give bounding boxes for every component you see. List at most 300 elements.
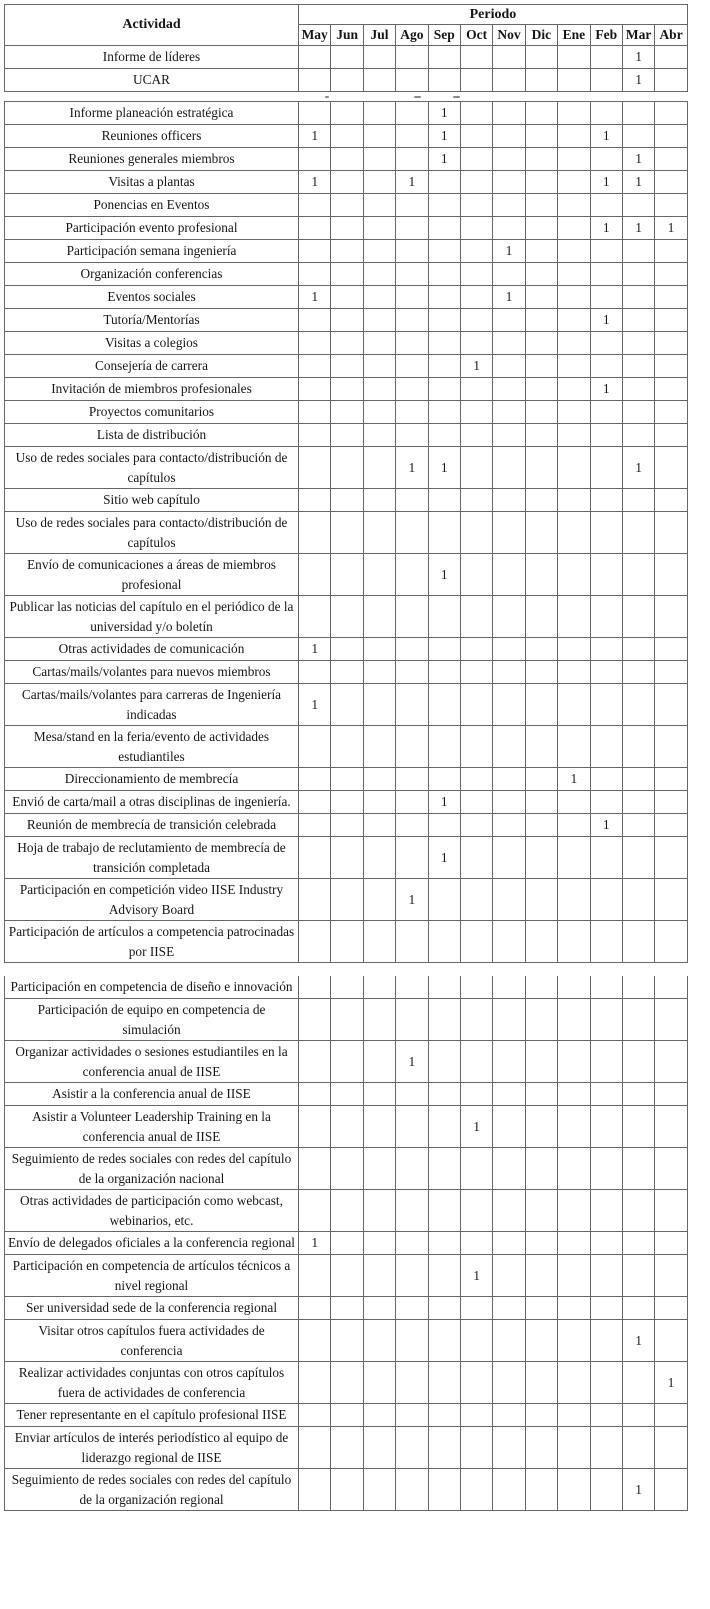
month-header-feb: Feb bbox=[590, 25, 622, 46]
period-cell bbox=[460, 684, 492, 726]
period-cell bbox=[655, 171, 687, 194]
period-cell bbox=[525, 1083, 557, 1106]
table-row bbox=[5, 791, 688, 814]
period-cell bbox=[331, 1148, 363, 1190]
table-row bbox=[5, 1362, 688, 1404]
period-cell bbox=[525, 976, 557, 999]
month-header-ene: Ene bbox=[558, 25, 590, 46]
period-cell bbox=[428, 1255, 460, 1297]
activity-cell: Participación en competencia de artículos técnicos a nivel regional bbox=[5, 1255, 299, 1297]
period-cell bbox=[428, 512, 460, 554]
table-row bbox=[5, 879, 688, 921]
period-cell bbox=[396, 661, 428, 684]
period-cell bbox=[525, 171, 557, 194]
period-cell bbox=[460, 596, 492, 638]
period-cell bbox=[655, 125, 687, 148]
table-row bbox=[5, 1469, 688, 1511]
table-row bbox=[5, 125, 688, 148]
period-cell: 1 bbox=[622, 46, 654, 69]
period-cell bbox=[396, 791, 428, 814]
period-cell: 1 bbox=[622, 148, 654, 171]
period-cell bbox=[622, 1148, 654, 1190]
period-cell bbox=[396, 69, 428, 92]
period-cell bbox=[363, 1427, 395, 1469]
period-cell bbox=[525, 661, 557, 684]
period-cell bbox=[558, 976, 590, 999]
period-cell bbox=[525, 791, 557, 814]
period-cell bbox=[428, 263, 460, 286]
period-cell bbox=[558, 791, 590, 814]
period-cell bbox=[460, 512, 492, 554]
period-cell bbox=[590, 1297, 622, 1320]
period-cell bbox=[622, 1297, 654, 1320]
period-cell bbox=[396, 1320, 428, 1362]
period-cell bbox=[622, 791, 654, 814]
period-cell: 1 bbox=[460, 1106, 492, 1148]
activity-cell: Consejería de carrera bbox=[5, 355, 299, 378]
period-cell bbox=[331, 791, 363, 814]
period-cell bbox=[363, 424, 395, 447]
period-cell bbox=[460, 69, 492, 92]
period-cell bbox=[363, 837, 395, 879]
period-cell bbox=[331, 814, 363, 837]
period-cell bbox=[493, 768, 525, 791]
period-cell bbox=[493, 1083, 525, 1106]
period-cell bbox=[331, 447, 363, 489]
period-cell bbox=[460, 1362, 492, 1404]
period-cell bbox=[493, 378, 525, 401]
period-cell bbox=[525, 638, 557, 661]
period-cell bbox=[590, 401, 622, 424]
period-cell bbox=[396, 355, 428, 378]
scan-artifact-dash bbox=[453, 96, 460, 98]
period-cell bbox=[299, 217, 331, 240]
period-cell bbox=[655, 512, 687, 554]
period-cell bbox=[460, 1190, 492, 1232]
period-cell bbox=[590, 447, 622, 489]
period-cell: 1 bbox=[299, 684, 331, 726]
period-cell bbox=[299, 194, 331, 217]
actividad-column-header: Actividad bbox=[5, 5, 299, 46]
table-row bbox=[5, 69, 688, 92]
period-cell bbox=[460, 976, 492, 999]
period-cell bbox=[396, 1469, 428, 1511]
period-cell bbox=[493, 424, 525, 447]
table-header bbox=[5, 5, 688, 46]
period-cell bbox=[558, 1255, 590, 1297]
period-cell bbox=[396, 726, 428, 768]
period-cell bbox=[590, 240, 622, 263]
month-header-dic: Dic bbox=[525, 25, 557, 46]
period-cell bbox=[525, 684, 557, 726]
period-cell bbox=[558, 1148, 590, 1190]
period-cell bbox=[428, 309, 460, 332]
period-cell bbox=[558, 424, 590, 447]
table-row bbox=[5, 768, 688, 791]
table-row bbox=[5, 309, 688, 332]
period-cell bbox=[396, 194, 428, 217]
period-cell bbox=[622, 1427, 654, 1469]
period-cell bbox=[460, 1469, 492, 1511]
period-cell bbox=[655, 332, 687, 355]
period-cell: 1 bbox=[590, 217, 622, 240]
period-cell bbox=[331, 263, 363, 286]
period-cell bbox=[493, 999, 525, 1041]
period-cell bbox=[558, 1190, 590, 1232]
period-cell bbox=[363, 194, 395, 217]
period-cell bbox=[299, 999, 331, 1041]
period-cell bbox=[655, 489, 687, 512]
period-cell bbox=[590, 684, 622, 726]
period-cell bbox=[299, 512, 331, 554]
activity-cell: Otras actividades de participación como webcast, webinarios, etc. bbox=[5, 1190, 299, 1232]
table-row bbox=[5, 1106, 688, 1148]
table-body bbox=[5, 46, 688, 92]
period-cell bbox=[428, 1320, 460, 1362]
period-cell: 1 bbox=[590, 171, 622, 194]
period-cell bbox=[363, 1106, 395, 1148]
period-cell: 1 bbox=[622, 171, 654, 194]
table-row bbox=[5, 1297, 688, 1320]
activity-cell: Organizar actividades o sesiones estudiantiles en la conferencia anual de IISE bbox=[5, 1041, 299, 1083]
period-cell bbox=[460, 102, 492, 125]
period-cell bbox=[558, 596, 590, 638]
period-cell bbox=[460, 768, 492, 791]
activity-cell: Reuniones officers bbox=[5, 125, 299, 148]
period-cell: 1 bbox=[428, 125, 460, 148]
activity-cell: Publicar las noticias del capítulo en el periódico de la universidad y/o boletín bbox=[5, 596, 299, 638]
period-cell bbox=[396, 1190, 428, 1232]
activity-cell: Sitio web capítulo bbox=[5, 489, 299, 512]
period-cell: 1 bbox=[590, 814, 622, 837]
period-cell bbox=[655, 355, 687, 378]
period-cell bbox=[299, 1320, 331, 1362]
period-cell bbox=[558, 332, 590, 355]
period-cell bbox=[299, 46, 331, 69]
period-cell bbox=[493, 1297, 525, 1320]
period-cell bbox=[428, 1106, 460, 1148]
period-cell bbox=[558, 638, 590, 661]
table-row bbox=[5, 596, 688, 638]
period-cell bbox=[622, 837, 654, 879]
period-cell bbox=[363, 1469, 395, 1511]
period-cell bbox=[363, 1297, 395, 1320]
period-cell bbox=[428, 489, 460, 512]
period-cell bbox=[525, 999, 557, 1041]
period-cell bbox=[396, 1232, 428, 1255]
period-cell bbox=[363, 401, 395, 424]
activity-cell: Reuniones generales miembros bbox=[5, 148, 299, 171]
period-cell bbox=[331, 489, 363, 512]
period-cell bbox=[460, 921, 492, 963]
period-cell bbox=[299, 768, 331, 791]
period-cell bbox=[590, 512, 622, 554]
period-cell bbox=[655, 69, 688, 92]
period-cell bbox=[299, 976, 331, 999]
period-cell bbox=[525, 378, 557, 401]
period-cell bbox=[460, 1427, 492, 1469]
period-cell bbox=[299, 1041, 331, 1083]
period-cell bbox=[396, 999, 428, 1041]
period-cell bbox=[655, 1404, 687, 1427]
period-cell bbox=[493, 355, 525, 378]
period-cell bbox=[299, 1148, 331, 1190]
period-cell bbox=[525, 69, 557, 92]
period-cell bbox=[460, 1041, 492, 1083]
period-cell bbox=[331, 1320, 363, 1362]
period-cell bbox=[493, 102, 525, 125]
period-cell bbox=[622, 332, 654, 355]
table-separator bbox=[4, 963, 710, 976]
month-header-oct: Oct bbox=[460, 25, 492, 46]
activity-cell: UCAR bbox=[5, 69, 299, 92]
period-cell bbox=[363, 332, 395, 355]
period-cell bbox=[558, 194, 590, 217]
table-row bbox=[5, 638, 688, 661]
period-cell bbox=[428, 638, 460, 661]
period-cell bbox=[622, 1190, 654, 1232]
period-cell bbox=[363, 791, 395, 814]
period-cell bbox=[331, 1106, 363, 1148]
period-cell bbox=[655, 999, 687, 1041]
period-cell bbox=[655, 1469, 687, 1511]
period-cell bbox=[558, 1362, 590, 1404]
period-cell bbox=[655, 726, 687, 768]
period-cell bbox=[655, 1427, 687, 1469]
period-cell bbox=[396, 1255, 428, 1297]
period-cell bbox=[525, 921, 557, 963]
period-cell bbox=[590, 1362, 622, 1404]
period-cell bbox=[331, 46, 363, 69]
period-cell bbox=[363, 1320, 395, 1362]
period-cell bbox=[655, 684, 687, 726]
period-cell bbox=[525, 726, 557, 768]
period-cell bbox=[558, 46, 590, 69]
period-cell bbox=[299, 726, 331, 768]
period-cell bbox=[331, 240, 363, 263]
period-cell bbox=[331, 999, 363, 1041]
table-row bbox=[5, 921, 688, 963]
period-cell bbox=[396, 332, 428, 355]
period-cell bbox=[493, 726, 525, 768]
activity-table-competitions-section bbox=[4, 976, 688, 1511]
period-cell bbox=[558, 378, 590, 401]
period-cell: 1 bbox=[622, 217, 654, 240]
period-cell bbox=[428, 1041, 460, 1083]
period-cell bbox=[493, 1255, 525, 1297]
period-cell bbox=[331, 424, 363, 447]
period-cell: 1 bbox=[396, 171, 428, 194]
period-cell bbox=[590, 999, 622, 1041]
period-cell bbox=[331, 1255, 363, 1297]
table-row bbox=[5, 194, 688, 217]
period-cell bbox=[493, 309, 525, 332]
period-cell bbox=[655, 401, 687, 424]
activity-cell: Participación semana ingeniería bbox=[5, 240, 299, 263]
period-cell bbox=[493, 596, 525, 638]
period-cell bbox=[331, 1083, 363, 1106]
period-cell bbox=[396, 1427, 428, 1469]
period-cell bbox=[428, 401, 460, 424]
period-cell bbox=[363, 69, 395, 92]
period-cell bbox=[558, 921, 590, 963]
period-cell bbox=[299, 879, 331, 921]
scan-artifact-dash bbox=[414, 96, 421, 98]
period-cell bbox=[363, 171, 395, 194]
period-cell bbox=[590, 1320, 622, 1362]
period-cell bbox=[363, 489, 395, 512]
period-cell bbox=[525, 102, 557, 125]
period-cell bbox=[590, 596, 622, 638]
period-cell bbox=[428, 1362, 460, 1404]
period-cell bbox=[428, 1232, 460, 1255]
table-row bbox=[5, 1404, 688, 1427]
period-cell: 1 bbox=[460, 355, 492, 378]
period-cell bbox=[331, 921, 363, 963]
period-cell bbox=[363, 1362, 395, 1404]
period-cell bbox=[428, 879, 460, 921]
period-cell bbox=[396, 976, 428, 999]
period-cell bbox=[622, 512, 654, 554]
activity-cell: Reunión de membrecía de transición celebrada bbox=[5, 814, 299, 837]
period-cell bbox=[622, 194, 654, 217]
period-cell bbox=[331, 726, 363, 768]
period-cell bbox=[525, 1469, 557, 1511]
table-row bbox=[5, 148, 688, 171]
period-cell: 1 bbox=[655, 217, 687, 240]
activity-cell: Invitación de miembros profesionales bbox=[5, 378, 299, 401]
period-cell bbox=[331, 102, 363, 125]
period-cell bbox=[331, 1427, 363, 1469]
period-cell bbox=[655, 1255, 687, 1297]
period-cell bbox=[460, 814, 492, 837]
period-cell bbox=[590, 1427, 622, 1469]
period-cell bbox=[525, 447, 557, 489]
month-header-abr: Abr bbox=[655, 25, 688, 46]
period-cell bbox=[622, 424, 654, 447]
period-cell bbox=[493, 447, 525, 489]
period-cell: 1 bbox=[493, 286, 525, 309]
period-cell bbox=[363, 768, 395, 791]
period-cell bbox=[428, 171, 460, 194]
period-cell bbox=[363, 125, 395, 148]
table-row bbox=[5, 1190, 688, 1232]
period-cell bbox=[396, 309, 428, 332]
period-cell bbox=[396, 125, 428, 148]
period-cell: 1 bbox=[428, 837, 460, 879]
period-cell bbox=[363, 1255, 395, 1297]
period-cell bbox=[590, 1469, 622, 1511]
table-row bbox=[5, 976, 688, 999]
period-cell bbox=[558, 1404, 590, 1427]
table-row bbox=[5, 171, 688, 194]
period-cell bbox=[428, 921, 460, 963]
period-cell bbox=[558, 1427, 590, 1469]
period-cell bbox=[493, 791, 525, 814]
period-cell bbox=[622, 638, 654, 661]
period-cell bbox=[655, 791, 687, 814]
period-cell bbox=[622, 596, 654, 638]
period-cell bbox=[460, 194, 492, 217]
activity-cell: Visitas a plantas bbox=[5, 171, 299, 194]
period-cell bbox=[460, 999, 492, 1041]
period-cell bbox=[622, 879, 654, 921]
period-cell bbox=[558, 355, 590, 378]
period-cell bbox=[396, 814, 428, 837]
table-row bbox=[5, 489, 688, 512]
period-cell bbox=[655, 194, 687, 217]
scan-artifact-dash bbox=[325, 96, 329, 98]
period-cell: 1 bbox=[622, 69, 654, 92]
period-cell bbox=[590, 286, 622, 309]
period-cell bbox=[460, 791, 492, 814]
period-cell bbox=[493, 1427, 525, 1469]
table-row bbox=[5, 837, 688, 879]
activity-cell: Uso de redes sociales para contacto/distribución de capítulos bbox=[5, 447, 299, 489]
period-cell bbox=[525, 240, 557, 263]
period-cell bbox=[363, 512, 395, 554]
period-cell bbox=[363, 1041, 395, 1083]
period-cell bbox=[460, 125, 492, 148]
period-cell bbox=[655, 1232, 687, 1255]
period-cell bbox=[299, 69, 331, 92]
activity-cell: Lista de distribución bbox=[5, 424, 299, 447]
period-cell bbox=[525, 332, 557, 355]
period-cell bbox=[493, 814, 525, 837]
activity-cell: Asistir a Volunteer Leadership Training en la conferencia anual de IISE bbox=[5, 1106, 299, 1148]
period-cell bbox=[299, 1255, 331, 1297]
activity-cell: Asistir a la conferencia anual de IISE bbox=[5, 1083, 299, 1106]
period-cell bbox=[558, 554, 590, 596]
period-cell bbox=[428, 814, 460, 837]
period-cell bbox=[558, 309, 590, 332]
period-cell bbox=[622, 240, 654, 263]
period-cell bbox=[460, 1232, 492, 1255]
period-cell: 1 bbox=[428, 554, 460, 596]
table-body bbox=[5, 976, 688, 1511]
period-cell bbox=[558, 512, 590, 554]
period-cell bbox=[460, 171, 492, 194]
period-cell bbox=[655, 596, 687, 638]
activity-cell: Envío de comunicaciones a áreas de miembros profesional bbox=[5, 554, 299, 596]
period-cell bbox=[331, 1041, 363, 1083]
period-cell bbox=[590, 921, 622, 963]
period-cell bbox=[363, 148, 395, 171]
period-cell bbox=[655, 1320, 687, 1362]
period-cell bbox=[363, 1404, 395, 1427]
period-cell: 1 bbox=[622, 447, 654, 489]
table-row bbox=[5, 378, 688, 401]
period-cell bbox=[655, 554, 687, 596]
period-cell bbox=[363, 1148, 395, 1190]
period-cell bbox=[331, 554, 363, 596]
table-row bbox=[5, 217, 688, 240]
table-row bbox=[5, 332, 688, 355]
period-cell bbox=[622, 726, 654, 768]
table-row bbox=[5, 1232, 688, 1255]
period-cell bbox=[493, 1469, 525, 1511]
period-cell bbox=[558, 171, 590, 194]
period-cell bbox=[299, 1404, 331, 1427]
period-cell: 1 bbox=[590, 309, 622, 332]
period-cell bbox=[558, 217, 590, 240]
period-cell bbox=[460, 378, 492, 401]
period-cell bbox=[493, 401, 525, 424]
period-cell bbox=[525, 1232, 557, 1255]
period-cell bbox=[590, 768, 622, 791]
period-cell bbox=[299, 1297, 331, 1320]
period-cell: 1 bbox=[299, 171, 331, 194]
